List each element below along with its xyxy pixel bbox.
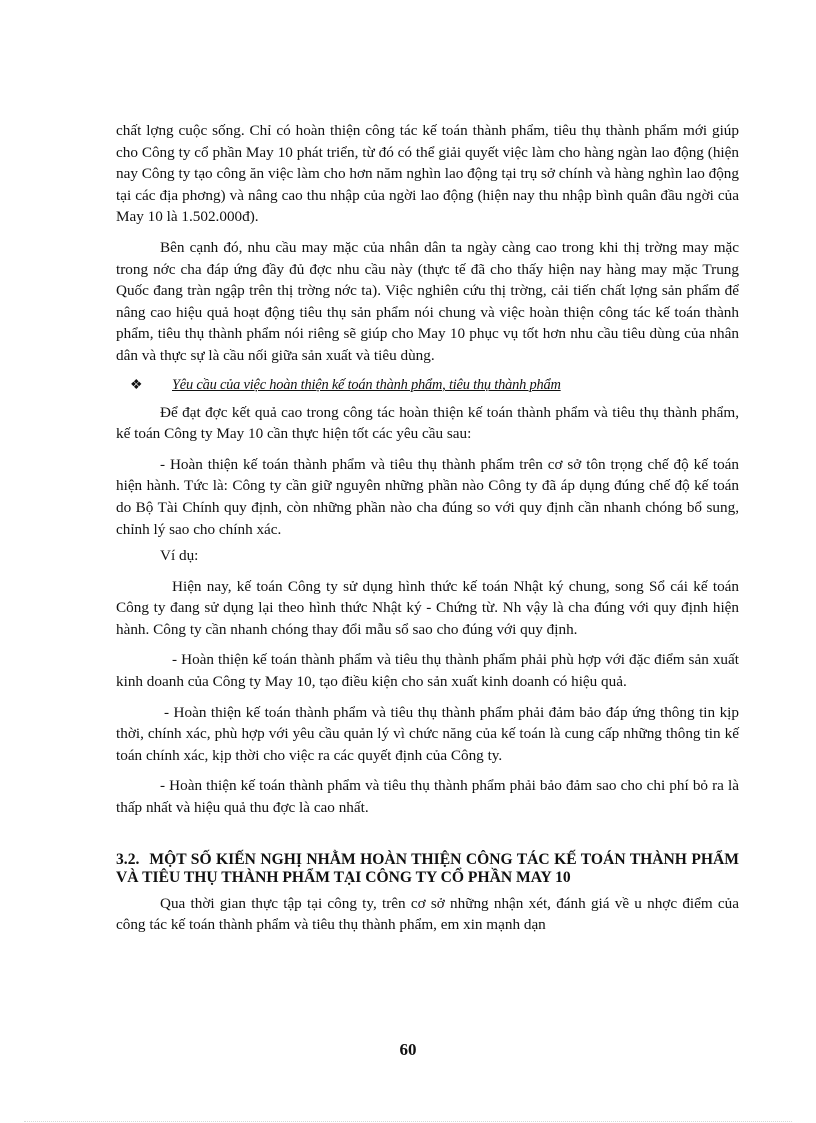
- section-number: 3.2.: [116, 850, 140, 868]
- paragraph-8: - Hoàn thiện kế toán thành phẩm và tiêu thụ thành phẩm phải đảm bảo đáp ứng thông tin kịp thời, chính xác, phù hợp với yêu cầu quản lý vì chức năng của kế toán là cung cấp những thông tin kế toán chính xác, kịp thời cho việc ra các quyết định của Công ty.: [116, 703, 739, 764]
- paragraph-5: Ví dụ:: [160, 547, 199, 565]
- paragraph-9: - Hoàn thiện kế toán thành phẩm và tiêu thụ thành phẩm phải bảo đảm sao cho chi phí bỏ ra là thấp nhất và hiệu quả thu đợc là cao nhất.: [116, 777, 739, 817]
- paragraph-2: Bên cạnh đó, nhu cầu may mặc của nhân dân ta ngày càng cao trong khi thị trờng may mặc trong nớc cha đáp ứng đầy đủ đợc nhu cầu này (thực tế đã cho thấy hiện nay hàng may mặc Trung Quốc đang tràn ngập trên thị trờng nớc ta). Việc nghiên cứu thị trờng, cải tiến chất lợng sản phẩm để nâng cao hiệu quả hoạt động tiêu thụ sản phẩm nói chung và việc hoàn thiện công tác kế toán thành phẩm, tiêu thụ thành phẩm nói riêng sẽ giúp cho May 10 phục vụ tốt hơn nhu cầu tiêu dùng của nhân dân và thực sự là cầu nối giữa sản xuất và tiêu dùng.: [116, 238, 739, 364]
- page-number: 60: [399, 1040, 417, 1059]
- section-title: MỘT SỐ KIẾN NGHỊ NHẰM HOÀN THIỆN CÔNG TÁC KẾ TOÁN THÀNH PHẨM VÀ TIÊU THỤ THÀNH PHẨM TẠI CÔNG TY CỔ PHẦN MAY 10: [116, 850, 739, 887]
- paragraph-4: - Hoàn thiện kế toán thành phẩm và tiêu thụ thành phẩm trên cơ sở tôn trọng chế độ kế toán hiện hành. Tức là: Công ty cần giữ nguyên những phần nào Công ty đã áp dụng đúng chế độ kế toán do Bộ Tài Chính quy định, còn những phần nào cha đúng so với quy định cần nhanh chóng bổ sung, chỉnh lý sao cho chính xác.: [116, 455, 739, 538]
- section-heading: [116, 851, 739, 888]
- diamond-bullet-icon: ❖: [130, 377, 143, 393]
- paragraph-10: Qua thời gian thực tập tại công ty, trên cơ sở những nhận xét, đánh giá về u nhợc điểm của công tác kế toán thành phẩm và tiêu thụ thành phẩm, em xin mạnh dạn: [116, 894, 739, 934]
- subheading-text: Yêu cầu của việc hoàn thiện kế toán thành phẩm, tiêu thụ thành phẩm: [172, 377, 561, 394]
- paragraph-1: chất lợng cuộc sống. Chỉ có hoàn thiện công tác kế toán thành phẩm, tiêu thụ thành phẩm mới giúp cho Công ty cổ phần May 10 phát triển, từ đó có thể giải quyết việc làm cho hàng ngàn lao động (hiện nay Công ty tạo công ăn việc làm cho hơn năm nghìn lao động tại trụ sở chính và hàng nghìn lao động tại các địa phơng) và nâng cao thu nhập của ngời lao động (hiện nay thu nhập bình quân đầu ngời của May 10 là 1.502.000đ).: [116, 122, 739, 226]
- paragraph-3: Để đạt đợc kết quả cao trong công tác hoàn thiện kế toán thành phẩm và tiêu thụ thành phẩm, kế toán Công ty May 10 cần thực hiện tốt các yêu cầu sau:: [116, 403, 739, 443]
- paragraph-7: - Hoàn thiện kế toán thành phẩm và tiêu thụ thành phẩm phải phù hợp với đặc điểm sản xuất kinh doanh của Công ty May 10, tạo điều kiện cho sản xuất kinh doanh có hiệu quả.: [116, 651, 739, 691]
- footer-divider: [24, 1121, 792, 1122]
- subheading: [116, 375, 739, 397]
- document-page: [116, 120, 739, 936]
- paragraph-6: Hiện nay, kế toán Công ty sử dụng hình thức kế toán Nhật ký chung, song Sổ cái kế toán Công ty đang sử dụng lại theo hình thức Nhật ký - Chứng từ. Nh vậy là cha đúng với quy định hiện hành. Công ty cần nhanh chóng thay đổi mẫu sổ sao cho đúng với quy định.: [116, 577, 739, 638]
